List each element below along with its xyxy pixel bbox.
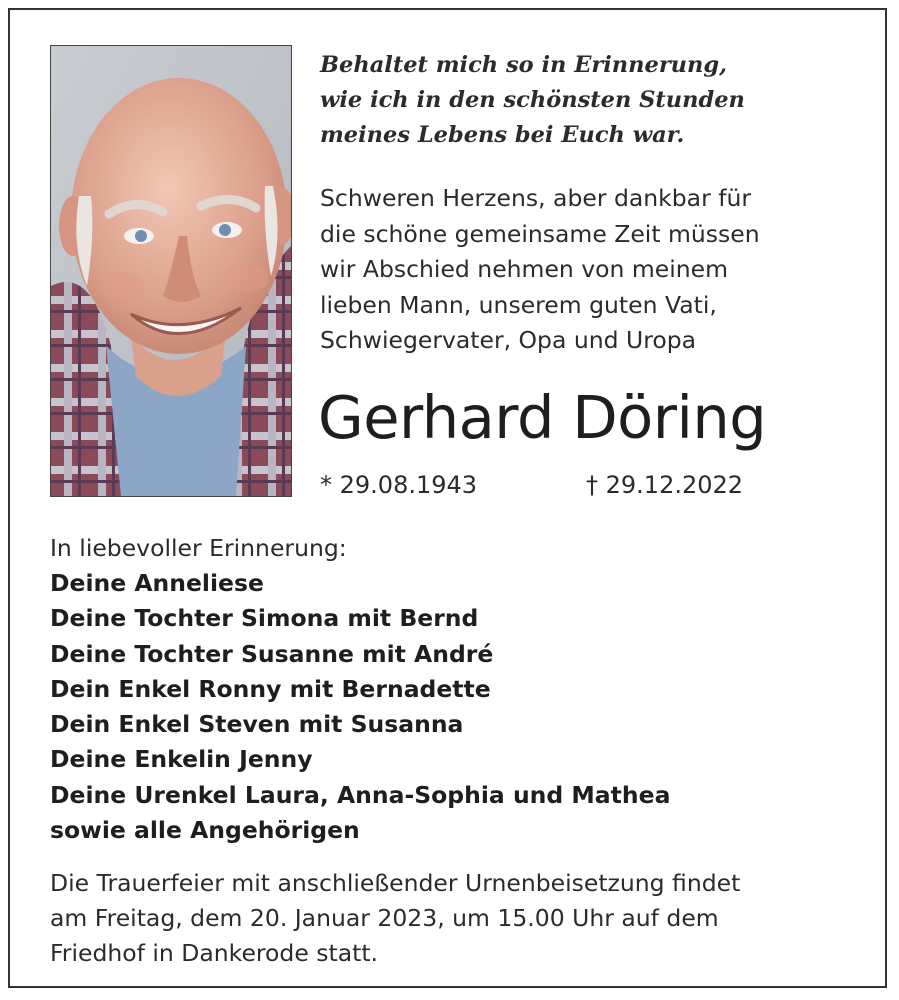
ceremony-line: Friedhof in Dankerode statt. bbox=[50, 939, 379, 967]
mourner-line: sowie alle Angehörigen bbox=[50, 816, 360, 845]
mourner-line: Deine Tochter Susanne mit André bbox=[50, 639, 494, 668]
mourner-line: Deine Enkelin Jenny bbox=[50, 745, 313, 774]
farewell-line: Schwiegervater, Opa und Uropa bbox=[320, 326, 697, 354]
birth-date: * 29.08.1943 bbox=[320, 471, 478, 499]
ceremony-info bbox=[50, 866, 740, 971]
memory-label: In liebevoller Erinnerung: bbox=[50, 534, 347, 562]
mourner-line: Dein Enkel Ronny mit Bernadette bbox=[50, 674, 491, 703]
death-date: † 29.12.2022 bbox=[586, 471, 744, 499]
ceremony-line: am Freitag, dem 20. Januar 2023, um 15.00 Uhr auf dem bbox=[50, 904, 719, 932]
mourner-line: Deine Urenkel Laura, Anna-Sophia und Mathea bbox=[50, 780, 671, 809]
mourner-line: Dein Enkel Steven mit Susanna bbox=[50, 710, 464, 739]
farewell-line: lieben Mann, unserem guten Vati, bbox=[320, 290, 717, 319]
farewell-line: die schöne gemeinsame Zeit müssen bbox=[320, 219, 760, 248]
mourners-list bbox=[50, 566, 670, 848]
verse-line: Behaltet mich so in Erinnerung, bbox=[320, 52, 727, 78]
farewell-line: Schweren Herzens, aber dankbar für bbox=[320, 184, 752, 212]
farewell-line: wir Abschied nehmen von meinem bbox=[320, 255, 729, 283]
verse-line: meines Lebens bei Euch war. bbox=[320, 122, 685, 148]
mourner-line: Deine Anneliese bbox=[50, 569, 264, 597]
portrait-photo bbox=[50, 45, 292, 497]
farewell-text bbox=[320, 181, 760, 359]
ceremony-line: Die Trauerfeier mit anschließender Urnenbeisetzung findet bbox=[50, 869, 741, 897]
mourner-line: Deine Tochter Simona mit Bernd bbox=[50, 604, 479, 633]
verse-line: wie ich in den schönsten Stunden bbox=[320, 87, 745, 113]
deceased-name: Gerhard Döring bbox=[318, 383, 767, 452]
memorial-verse bbox=[320, 48, 745, 153]
